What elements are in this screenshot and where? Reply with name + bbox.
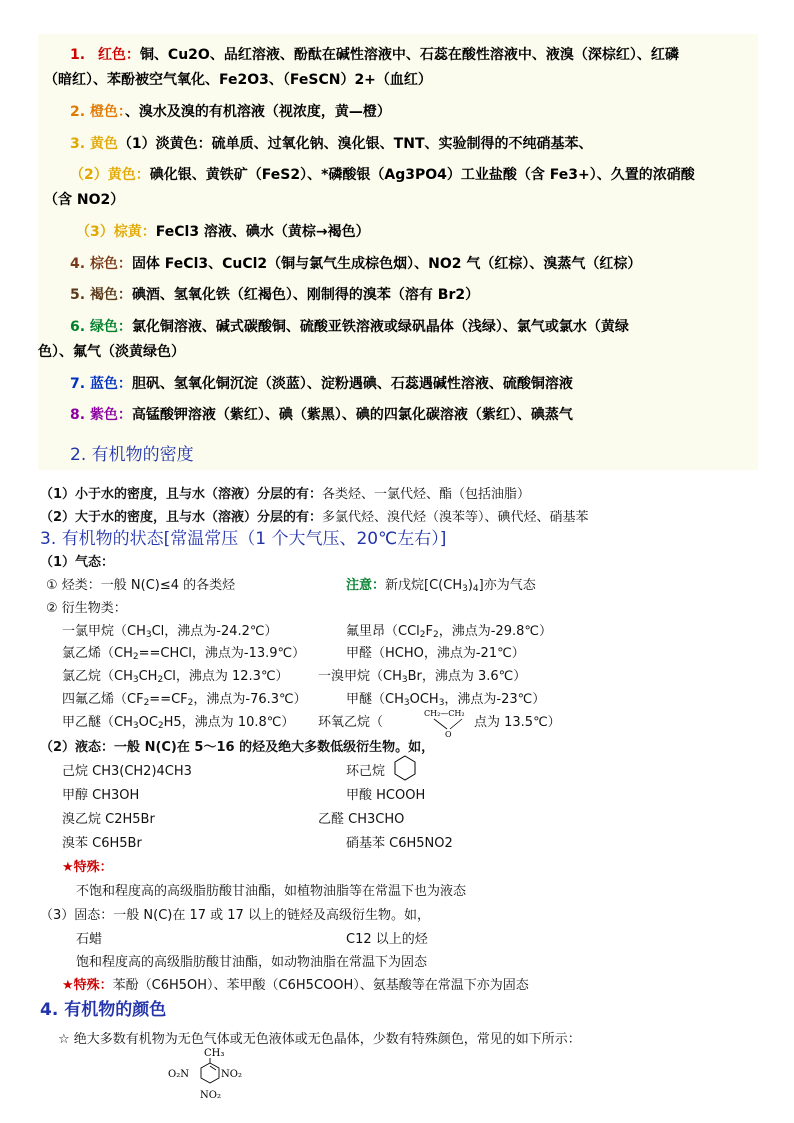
brown-label: 棕色： — [89, 256, 132, 272]
blue-line — [70, 373, 573, 393]
gas-left-0-b: Cl，沸点为-24.2℃） — [151, 624, 278, 639]
gas-left-2-a: 氯乙烷（CH — [62, 669, 133, 684]
gas-left-2-s1: 3 — [132, 675, 139, 685]
gas-left-1-a: 氯乙烯（CH — [62, 646, 133, 661]
green-label: 绿色： — [89, 319, 132, 335]
density-more-line — [40, 506, 589, 525]
gas-right-2-a: 一溴甲烷（CH — [318, 669, 402, 684]
red-label: 红色： — [97, 47, 140, 63]
blue-num: 7. — [70, 376, 86, 392]
gas-right-3-b: OCH — [409, 692, 439, 707]
dark-brown-line — [70, 284, 479, 304]
gas-right-1-a: 甲醛（HCHO，沸点为-21℃） — [346, 646, 525, 661]
red-num: 1. — [70, 47, 86, 63]
tnt-double-bond — [210, 1066, 216, 1070]
note-label: 注意： — [346, 578, 386, 593]
dark-brown-text: 碘酒、氢氧化铁（红褐色）、刚制得的溴苯（溶有 Br2） — [131, 287, 480, 303]
gas-right-3-c: ，沸点为-23℃） — [444, 692, 546, 707]
gas-left-1-s1: 2 — [132, 652, 139, 662]
gas-left-3-b: ==CF — [149, 692, 188, 707]
epoxy-suffix: 点为 13.5℃） — [474, 715, 561, 730]
gas-left-4-b: OC — [138, 715, 158, 730]
epoxy-o-label: O — [445, 730, 452, 738]
gas-left-2-s2: 2 — [157, 675, 164, 685]
liquid-left-1: 甲醇 CH3OH — [62, 788, 140, 803]
note-sub-a: 3 — [462, 584, 468, 594]
yellow2-label: （2）黄色： — [70, 167, 150, 183]
note-text-a: 新戊烷[C(CH — [385, 578, 463, 593]
gas-left-0-a: 一氯甲烷（CH — [62, 624, 146, 639]
orange-text: 、溴水及溴的有机溶液（视浓度，黄—橙） — [124, 104, 391, 120]
orange-label: 橙色： — [89, 104, 125, 120]
brown-text: 固体 FeCl3、CuCl2（铜与氯气生成棕色烟）、NO2 气（红棕）、溴蒸气（红棕） — [131, 256, 642, 272]
liquid-right-2: 乙醛 CH3CHO — [318, 812, 405, 827]
gas-right-row — [346, 620, 552, 640]
gas-derivatives: ② 衍生物类： — [46, 601, 127, 616]
note-text-b: ) — [467, 578, 473, 593]
red-text-1: 铜、Cu2O、品红溶液、酚酞在碱性溶液中、石蕊在酸性溶液中、液溴（深棕红）、红磷 — [139, 47, 679, 63]
note-text-c: ]亦为气态 — [478, 578, 536, 593]
red-line-1 — [70, 44, 679, 64]
liquid-right-3: 硝基苯 C6H5NO2 — [346, 836, 453, 851]
dark-brown-label: 褐色： — [89, 287, 132, 303]
epoxy-ch2-label: CH₂—CH₂ — [424, 709, 465, 718]
tnt-structure-icon — [162, 1045, 252, 1105]
density-more-prefix: （2）大于水的密度，且与水（溶液）分层的有： — [40, 510, 323, 525]
solid-fat: 饱和程度高的高级脂肪酸甘油酯，如动物油脂在常温下为固态 — [76, 955, 428, 970]
gas-right-row — [318, 665, 526, 685]
gas-left-row — [62, 642, 305, 662]
gas-right-3-s1: 3 — [403, 698, 410, 708]
green-line-1 — [70, 316, 629, 336]
gas-right-0-s1: 2 — [419, 630, 426, 640]
tnt-ch3-label: CH₃ — [204, 1048, 225, 1059]
liquid-right-0: 环己烷 — [346, 764, 386, 779]
yellow2-line-1 — [70, 164, 695, 184]
note-sub-b: 4 — [472, 584, 479, 594]
gas-right-0-b: F — [425, 624, 433, 639]
blue-label: 蓝色： — [89, 376, 132, 392]
gas-right-2-s1: 3 — [401, 675, 408, 685]
brown-line — [70, 253, 641, 273]
red-text-2: （暗红）、苯酚被空气氧化、Fe2O3、（FeSCN）2+（血红） — [44, 72, 432, 88]
gas-note — [346, 574, 536, 594]
gas-left-3-s1: 2 — [143, 698, 150, 708]
solid-right: C12 以上的烃 — [346, 932, 428, 947]
brown-num: 4. — [70, 256, 86, 272]
density-less-items: 各类烃、一氯代烃、酯（包括油脂） — [322, 487, 531, 502]
yellow-line — [70, 133, 593, 153]
liquid-left-3: 溴苯 C6H5Br — [62, 836, 142, 851]
gas-left-row — [62, 711, 294, 731]
gas-right-0-s2: 2 — [433, 630, 439, 640]
dark-brown-num: 5. — [70, 287, 86, 303]
purple-text: 高锰酸钾溶液（紫红）、碘（紫黑）、碘的四氯化碳溶液（紫红）、碘蒸气 — [131, 407, 573, 423]
tnt-no2-left-label: O₂N — [168, 1069, 189, 1080]
green-text-2: 色）、氟气（淡黄绿色） — [38, 344, 185, 360]
epoxy-structure-icon — [420, 706, 476, 738]
special-solid-line — [62, 974, 529, 993]
epoxy-bond-left — [434, 719, 447, 729]
gas-left-3-s2: 2 — [187, 698, 194, 708]
color-org-heading: 4. 有机物的颜色 — [40, 1000, 167, 1020]
liquid-left-0: 己烷 CH3(CH2)4CH3 — [62, 764, 192, 779]
yellow3-line — [76, 221, 370, 241]
gas-left-row — [62, 620, 278, 640]
liquid-title: （2）液态：一般 N(C)在 5～16 的烃及绝大多数低级衍生物。如， — [40, 740, 435, 755]
liquid-right-1: 甲酸 HCOOH — [346, 788, 426, 803]
gas-left-3-a: 四氟乙烯（CF — [62, 692, 144, 707]
gas-left-1-b: ==CHCl，沸点为-13.9℃） — [138, 646, 306, 661]
density-less-line — [40, 483, 530, 502]
green-num: 6. — [70, 319, 86, 335]
orange-num: 2. — [70, 104, 86, 120]
epoxy-prefix: 环氧乙烷（ — [318, 715, 384, 730]
solid-title: （3）固态：一般 N(C)在 17 或 17 以上的链烃及高级衍生物。如， — [40, 908, 430, 923]
yellow3-label: （3）棕黄： — [76, 224, 156, 240]
special-liquid-label: ★特殊： — [62, 860, 113, 875]
gas-hydrocarbons: ① 烃类：一般 N(C)≤4 的各类烃 — [46, 578, 236, 593]
gas-left-4-c: H5，沸点为 10.8℃） — [163, 715, 295, 730]
special-solid-label: ★特殊： — [62, 978, 113, 993]
density-heading: 2. 有机物的密度 — [70, 445, 194, 465]
gas-right-3-s2: 3 — [438, 698, 445, 708]
gas-left-3-c: ，沸点为-76.3℃） — [193, 692, 307, 707]
tnt-no2-bottom-label: NO₂ — [200, 1090, 221, 1101]
green-text-1: 氯化铜溶液、碱式碳酸铜、硫酸亚铁溶液或绿矾晶体（浅绿）、氯气或氯水（黄绿 — [131, 319, 629, 335]
purple-line — [70, 404, 573, 424]
epoxy-bond-right — [450, 719, 462, 729]
gas-left-4-a: 甲乙醚（CH — [62, 715, 133, 730]
gas-left-row — [62, 688, 307, 708]
gas-right-row — [346, 642, 525, 661]
yellow-label: 黄色 — [89, 136, 118, 152]
gas-left-0-s1: 3 — [145, 630, 152, 640]
gas-left-4-s2: 2 — [157, 721, 164, 731]
tnt-no2-right-label: NO₂ — [221, 1069, 242, 1080]
orange-line — [70, 101, 391, 121]
yellow2-text-2: （含 NO2） — [44, 192, 125, 208]
gas-left-4-s1: 3 — [132, 721, 139, 731]
purple-num: 8. — [70, 407, 86, 423]
gas-right-3-a: 甲醚（CH — [346, 692, 404, 707]
yellow-text: （1）淡黄色：硫单质、过氧化钠、溴化银、TNT、实验制得的不纯硝基苯、 — [117, 136, 593, 152]
yellow-num: 3. — [70, 136, 86, 152]
cyclohexane-ring-icon — [392, 754, 418, 782]
density-more-items: 多氯代烃、溴代烃（溴苯等）、碘代烃、硝基苯 — [322, 510, 589, 525]
solid-left: 石蜡 — [76, 932, 103, 947]
gas-left-2-b: CH — [138, 669, 158, 684]
gas-right-row — [346, 688, 545, 708]
yellow3-text: FeCl3 溶液、碘水（黄棕→褐色） — [155, 224, 370, 240]
gas-right-2-b: Br，沸点为 3.6℃） — [407, 669, 527, 684]
special-solid-text: 苯酚（C6H5OH）、苯甲酸（C6H5COOH）、氨基酸等在常温下亦为固态 — [112, 978, 529, 993]
gas-left-row — [62, 665, 289, 685]
blue-text: 胆矾、氢氧化铜沉淀（淡蓝）、淀粉遇碘、石蕊遇碱性溶液、硫酸铜溶液 — [131, 376, 573, 392]
state-heading: 3. 有机物的状态[常温常压（1 个大气压、20℃左右）] — [40, 529, 447, 549]
color-org-intro: ☆ 绝大多数有机物为无色气体或无色液体或无色晶体，少数有特殊颜色，常见的如下所示： — [58, 1032, 581, 1047]
gas-right-0-a: 氟里昂（CCl — [346, 624, 420, 639]
density-less-prefix: （1）小于水的密度，且与水（溶液）分层的有： — [40, 487, 323, 502]
gas-title: （1）气态： — [40, 555, 115, 570]
purple-label: 紫色： — [89, 407, 132, 423]
liquid-left-2: 溴乙烷 C2H5Br — [62, 812, 155, 827]
gas-left-2-c: Cl，沸点为 12.3℃） — [163, 669, 289, 684]
special-liquid-text: 不饱和程度高的高级脂肪酸甘油酯，如植物油脂等在常温下也为液态 — [76, 884, 467, 899]
gas-right-0-c: ，沸点为-29.8℃） — [438, 624, 552, 639]
yellow2-text-1: 碘化银、黄铁矿（FeS2）、*磷酸银（Ag3PO4）工业盐酸（含 Fe3+）、久置的浓硝酸 — [149, 167, 695, 183]
